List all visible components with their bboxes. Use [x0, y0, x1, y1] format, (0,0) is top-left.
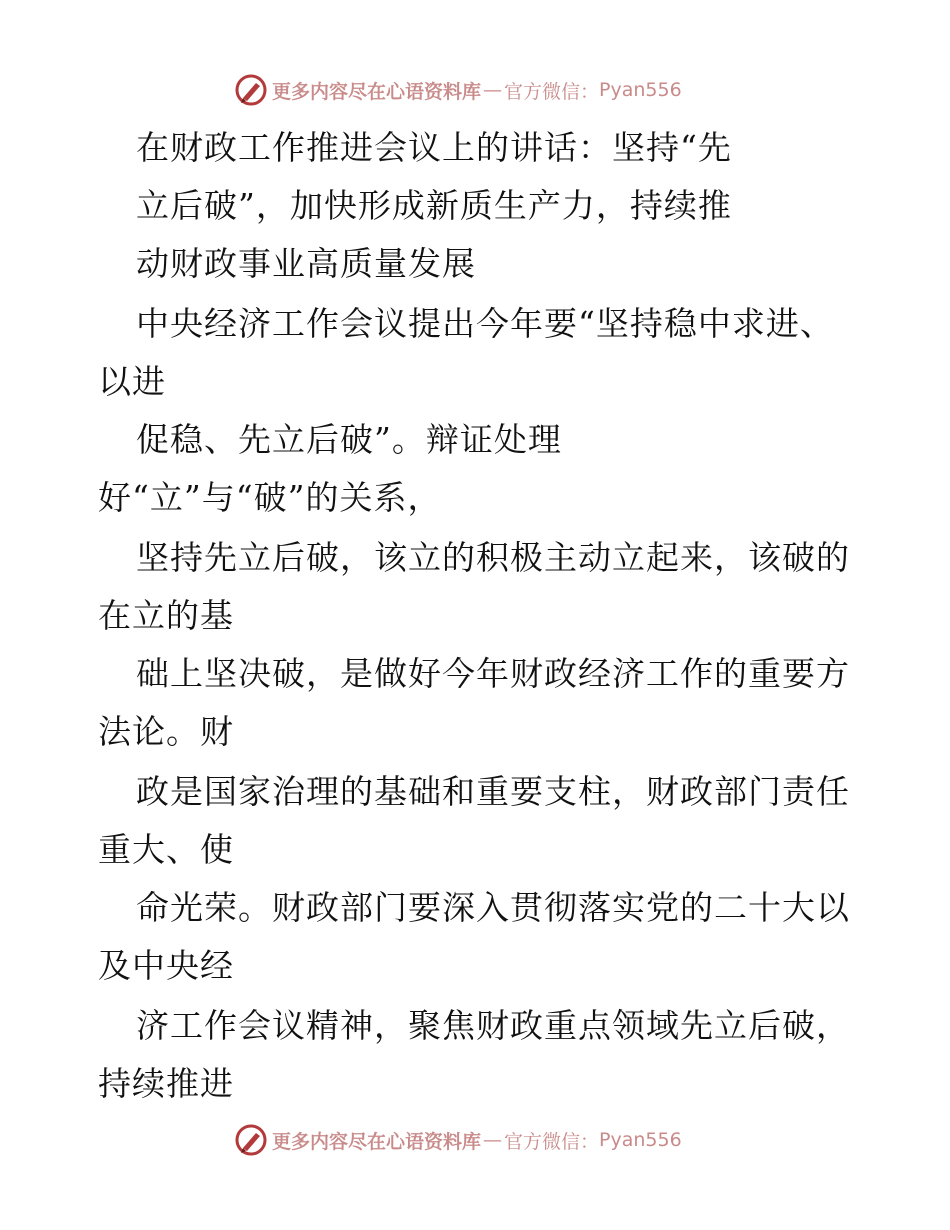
body-line: 好“立”与“破”的关系， — [98, 478, 442, 517]
watermark-wechat-label: 官方微信： — [504, 80, 600, 103]
watermark-dash: — — [483, 79, 503, 101]
title-line-1: 在财政工作推进会议上的讲话：坚持“先 — [136, 128, 732, 167]
body-line: 济工作会议精神，聚焦财政重点领域先立后破， — [136, 1006, 850, 1045]
watermark-wechat-id: Pyan556 — [599, 79, 682, 101]
footer-watermark — [234, 1122, 682, 1158]
watermark-wechat-label: 官方微信： — [504, 1130, 600, 1153]
pen-logo-icon — [234, 1123, 268, 1157]
body-line: 促稳、先立后破”。辩证处理 — [136, 420, 562, 459]
body-line: 在立的基 — [98, 596, 234, 635]
body-line: 础上坚决破，是做好今年财政经济工作的重要方 — [136, 654, 850, 693]
watermark-main-text: 更多内容尽在心语资料库 — [272, 80, 482, 103]
body-line: 坚持先立后破，该立的积极主动立起来，该破的 — [136, 538, 850, 577]
title-line-3: 动财政事业高质量发展 — [136, 244, 476, 283]
body-line: 持续推进 — [98, 1064, 234, 1103]
title-line-2: 立后破”，加快形成新质生产力，持续推 — [136, 186, 732, 225]
watermark-main-text: 更多内容尽在心语资料库 — [272, 1130, 482, 1153]
body-line: 以进 — [98, 362, 166, 401]
watermark-wechat-id: Pyan556 — [599, 1129, 682, 1151]
body-line: 重大、使 — [98, 830, 234, 869]
pen-logo-icon — [234, 73, 268, 107]
body-line: 中央经济工作会议提出今年要“坚持稳中求进、 — [136, 304, 834, 343]
body-line: 法论。财 — [98, 712, 234, 751]
watermark-dash: — — [483, 1129, 503, 1151]
body-line: 及中央经 — [98, 946, 234, 985]
body-line: 命光荣。财政部门要深入贯彻落实党的二十大以 — [136, 888, 850, 927]
body-line: 政是国家治理的基础和重要支柱，财政部门责任 — [136, 772, 850, 811]
header-watermark — [234, 72, 682, 108]
